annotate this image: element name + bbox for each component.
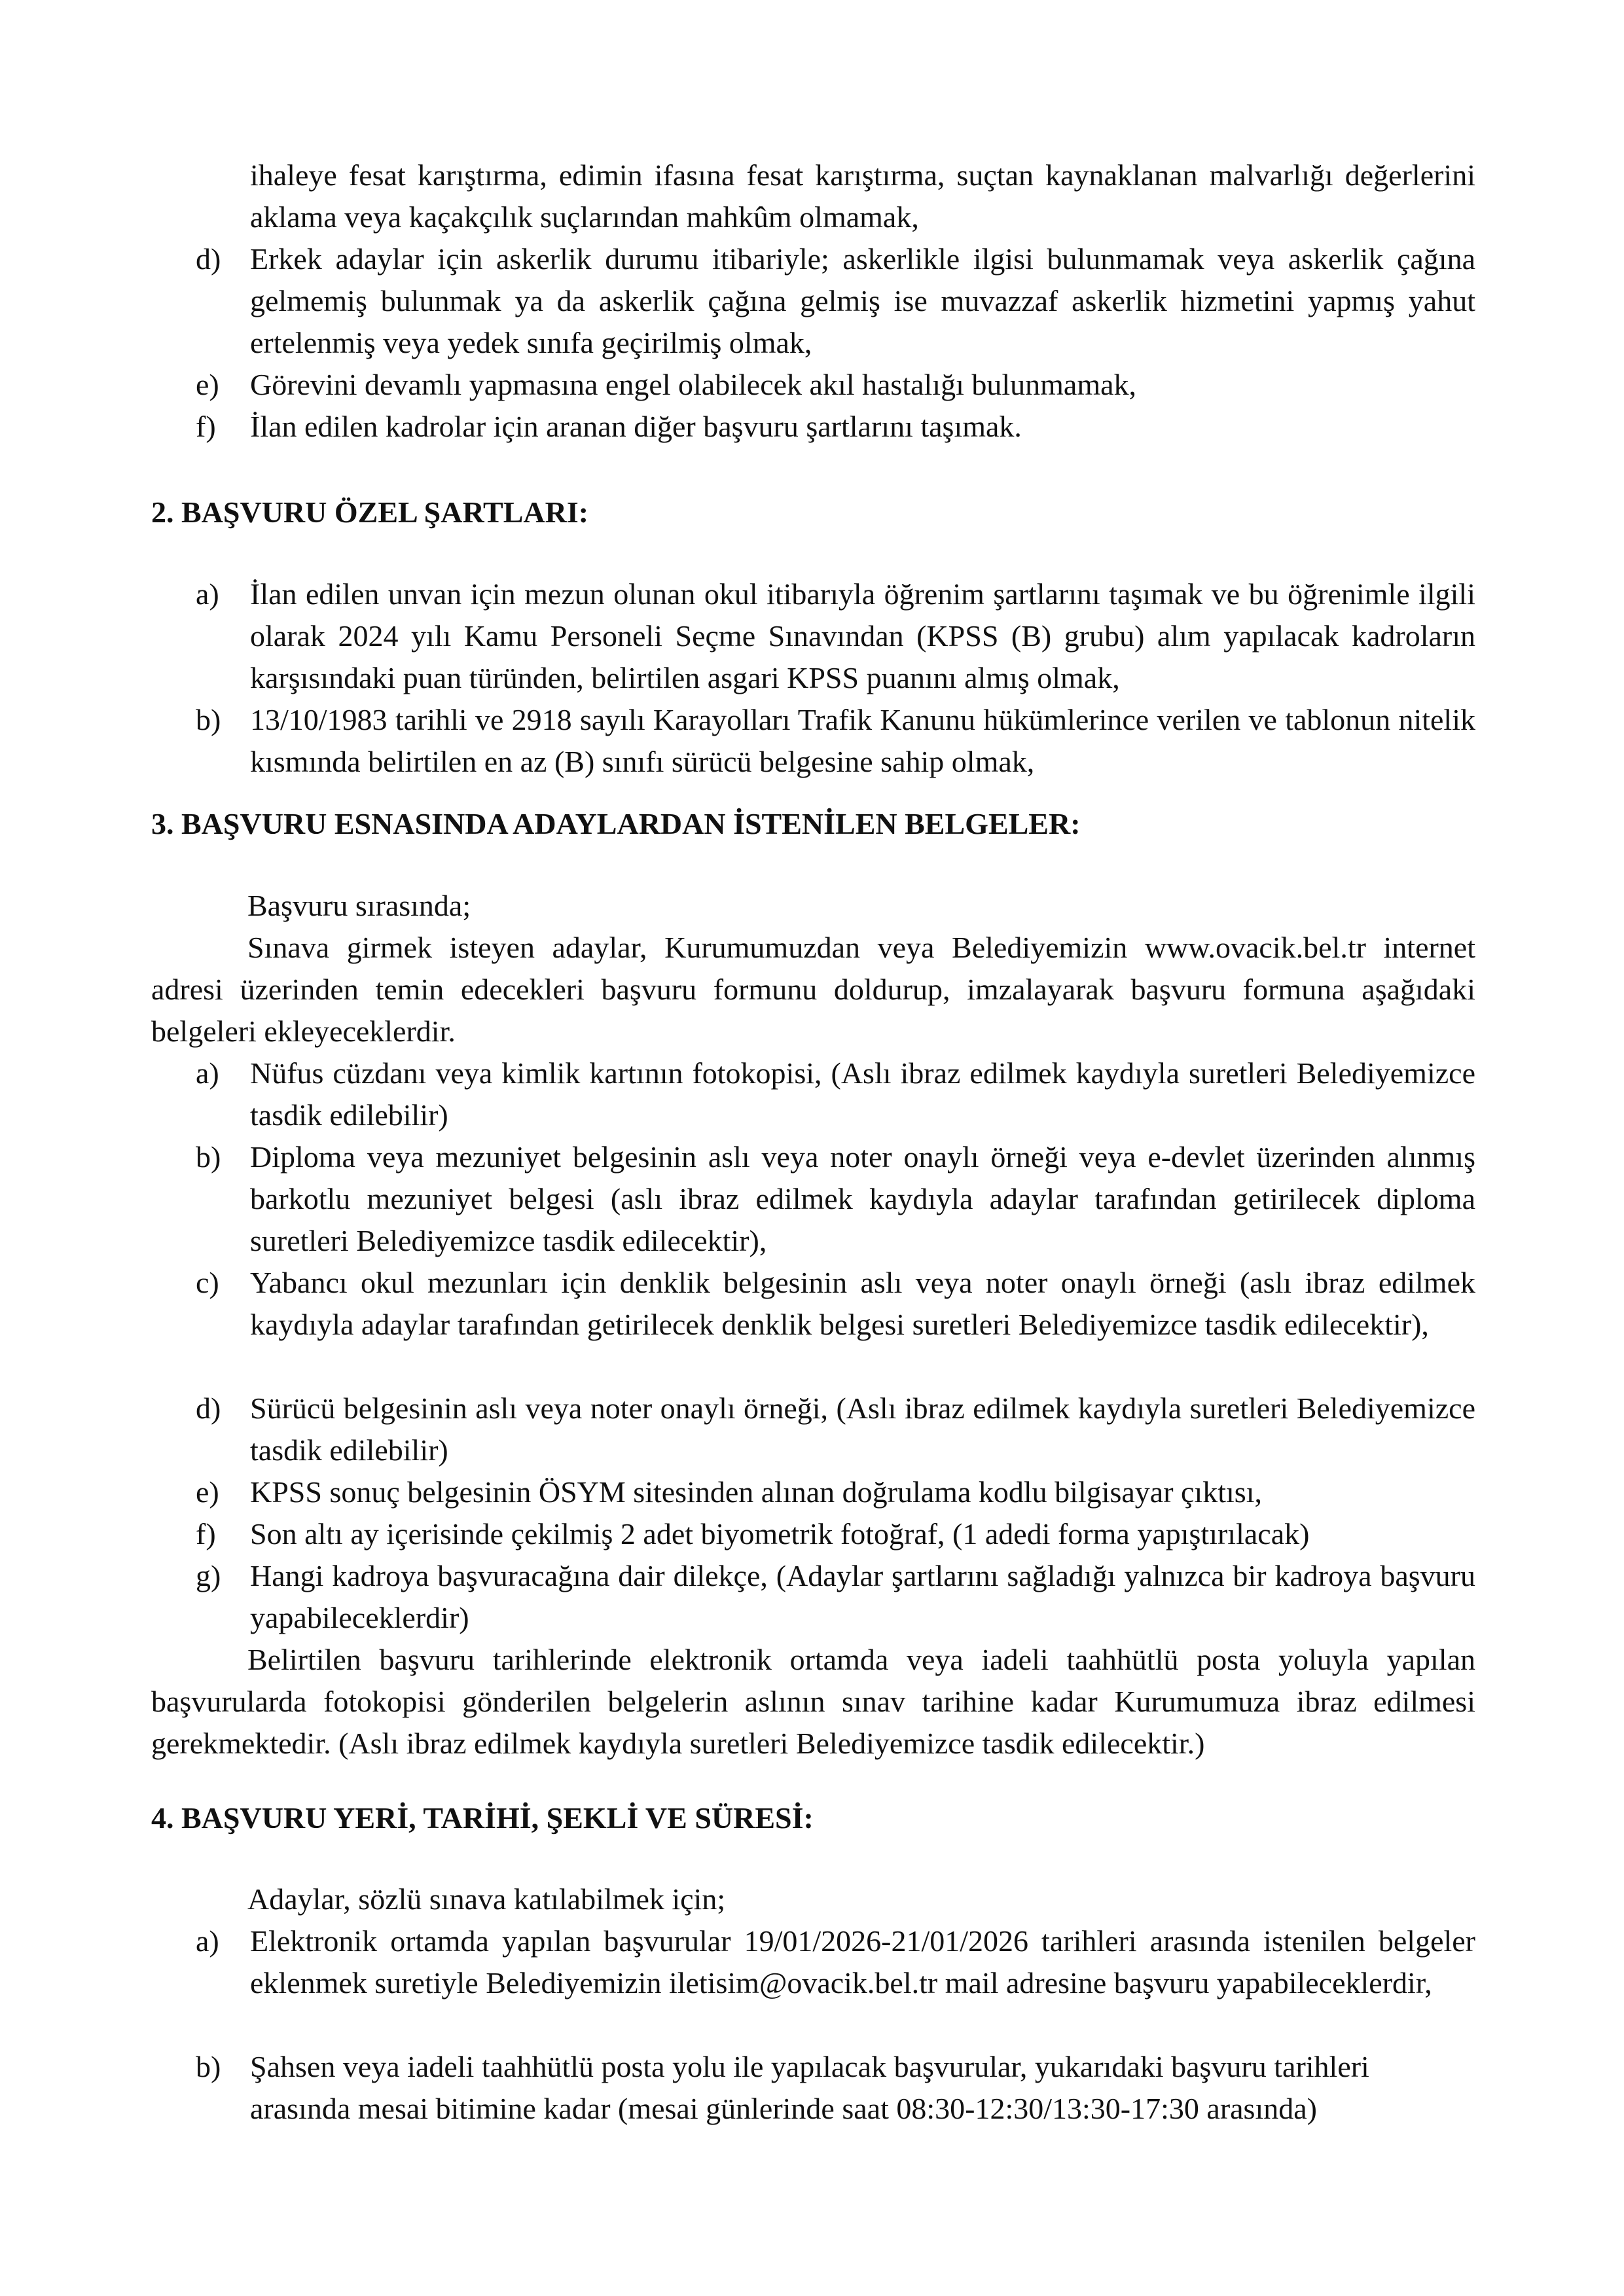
list-text: Sürücü belgesinin aslı veya noter onaylı örneği, (Aslı ibraz edilmek kaydıyla suretleri Belediyemizce tasdik edilebilir) [250,1391,1475,1467]
list-item [151,1471,1475,1513]
list-item [151,699,1475,783]
list-marker: a) [196,1056,219,1090]
list-item [151,364,1475,406]
list-item [151,1262,1475,1346]
list-marker: f) [196,1517,216,1551]
list-marker: b) [196,1140,221,1174]
list-item [151,1052,1475,1136]
list-marker: e) [196,1475,219,1509]
list-item [151,2046,1475,2130]
list-item [151,406,1475,448]
section-heading: 3. BAŞVURU ESNASINDA ADAYLARDAN İSTENİLEN BELGELER: [151,807,1081,840]
list-marker: c) [196,1266,219,1299]
intro-text: Adaylar, sözlü sınava katılabilmek için; [247,1882,726,1916]
list-text: KPSS sonuç belgesinin ÖSYM sitesinden alınan doğrulama kodlu bilgisayar çıktısı, [250,1475,1262,1509]
list-marker: a) [196,577,219,611]
list-text: Diploma veya mezuniyet belgesinin aslı veya noter onaylı örneği veya e-devlet üzerinden alınmış barkotlu mezuniyet belgesi (aslı ibraz edilmek kaydıyla adaylar tarafından getirilecek diploma suretleri Belediyemizce tasdik edilecektir), [250,1140,1475,1257]
list-marker: d) [196,242,221,276]
list-text: İlan edilen kadrolar için aranan diğer başvuru şartlarını taşımak. [250,410,1022,443]
list-text: Son altı ay içerisinde çekilmiş 2 adet biyometrik fotoğraf, (1 adedi forma yapıştırılacak) [250,1517,1310,1551]
list-marker: e) [196,368,219,401]
intro-text: Başvuru sırasında; [247,889,471,922]
list-item [151,1513,1475,1555]
list-item [151,238,1475,364]
paragraph: Sınava girmek isteyen adaylar, Kurumumuzdan veya Belediyemizin www.ovacik.bel.tr internet adresi üzerinden temin edecekleri başvuru formunu doldurup, imzalayarak başvuru formuna aşağıdaki belgeleri ekleyeceklerdir. [151,931,1475,1048]
list-text: İlan edilen unvan için mezun olunan okul itibarıyla öğrenim şartlarını taşımak ve bu öğrenimle ilgili olarak 2024 yılı Kamu Personeli Seçme Sınavından (KPSS (B) grubu) alım yapılacak kadroların karşısındaki puan türünden, belirtilen asgari KPSS puanını almış olmak, [250,577,1475,694]
list-text: Hangi kadroya başvuracağına dair dilekçe, (Adaylar şartlarını sağladığı yalnızca bir kadroya başvuru yapabileceklerdir) [250,1559,1475,1634]
list-marker: a) [196,1924,219,1958]
list-text: Yabancı okul mezunları için denklik belgesinin aslı veya noter onaylı örneği (aslı ibraz edilmek kaydıyla adaylar tarafından getirilecek denklik belgesi suretleri Belediyemizce tasdik edilecektir), [250,1266,1475,1341]
list-text: Nüfus cüzdanı veya kimlik kartının fotokopisi, (Aslı ibraz edilmek kaydıyla suretleri Belediyemizce tasdik edilebilir) [250,1056,1475,1132]
section-heading: 4. BAŞVURU YERİ, TARİHİ, ŞEKLİ VE SÜRESİ: [151,1801,814,1835]
list-marker: f) [196,410,216,443]
list-text: Erkek adaylar için askerlik durumu itibariyle; askerlikle ilgisi bulunmamak veya askerlik çağına gelmemiş bulunmak ya da askerlik çağına gelmiş ise muvazzaf askerlik hizmetini yapmış yahut ertelenmiş veya yedek sınıfa geçirilmiş olmak, [250,242,1475,359]
list-item [151,1388,1475,1471]
list-text: 13/10/1983 tarihli ve 2918 sayılı Karayolları Trafik Kanunu hükümlerince verilen ve tablonun nitelik kısmında belirtilen en az (B) sınıfı sürücü belgesine sahip olmak, [250,703,1475,778]
list-marker: b) [196,703,221,736]
list-text: Elektronik ortamda yapılan başvurular 19/01/2026-21/01/2026 tarihleri arasında istenilen belgeler eklenmek suretiyle Belediyemizin iletisim@ovacik.bel.tr mail adresine başvuru yapabileceklerdir, [250,1924,1475,2000]
list-text: Şahsen veya iadeli taahhütlü posta yolu ile yapılacak başvurular, yukarıdaki başvuru tarihleri arasında mesai bitimine kadar (mesai günlerinde saat 08:30-12:30/13:30-17:30 arasında) [250,2050,1369,2125]
list-marker: d) [196,1391,221,1425]
list-text: Görevini devamlı yapmasına engel olabilecek akıl hastalığı bulunmamak, [250,368,1137,401]
list-item [151,573,1475,699]
section-heading: 2. BAŞVURU ÖZEL ŞARTLARI: [151,495,589,529]
list-marker: b) [196,2050,221,2083]
item-continuation: ihaleye fesat karıştırma, edimin ifasına fesat karıştırma, suçtan kaynaklanan malvarlığı değerlerini aklama veya kaçakçılık suçlarından mahkûm olmamak, [250,158,1475,234]
list-item [151,1555,1475,1639]
list-item [151,1136,1475,1262]
closing-paragraph: Belirtilen başvuru tarihlerinde elektronik ortamda veya iadeli taahhütlü posta yoluyla yapılan başvurularda fotokopisi gönderilen belgelerin aslının sınav tarihine kadar Kurumumuza ibraz edilmesi gerekmektedir. (Aslı ibraz edilmek kaydıyla suretleri Belediyemizce tasdik edilecektir.) [151,1643,1475,1760]
list-item [151,1920,1475,2004]
list-marker: g) [196,1559,221,1592]
